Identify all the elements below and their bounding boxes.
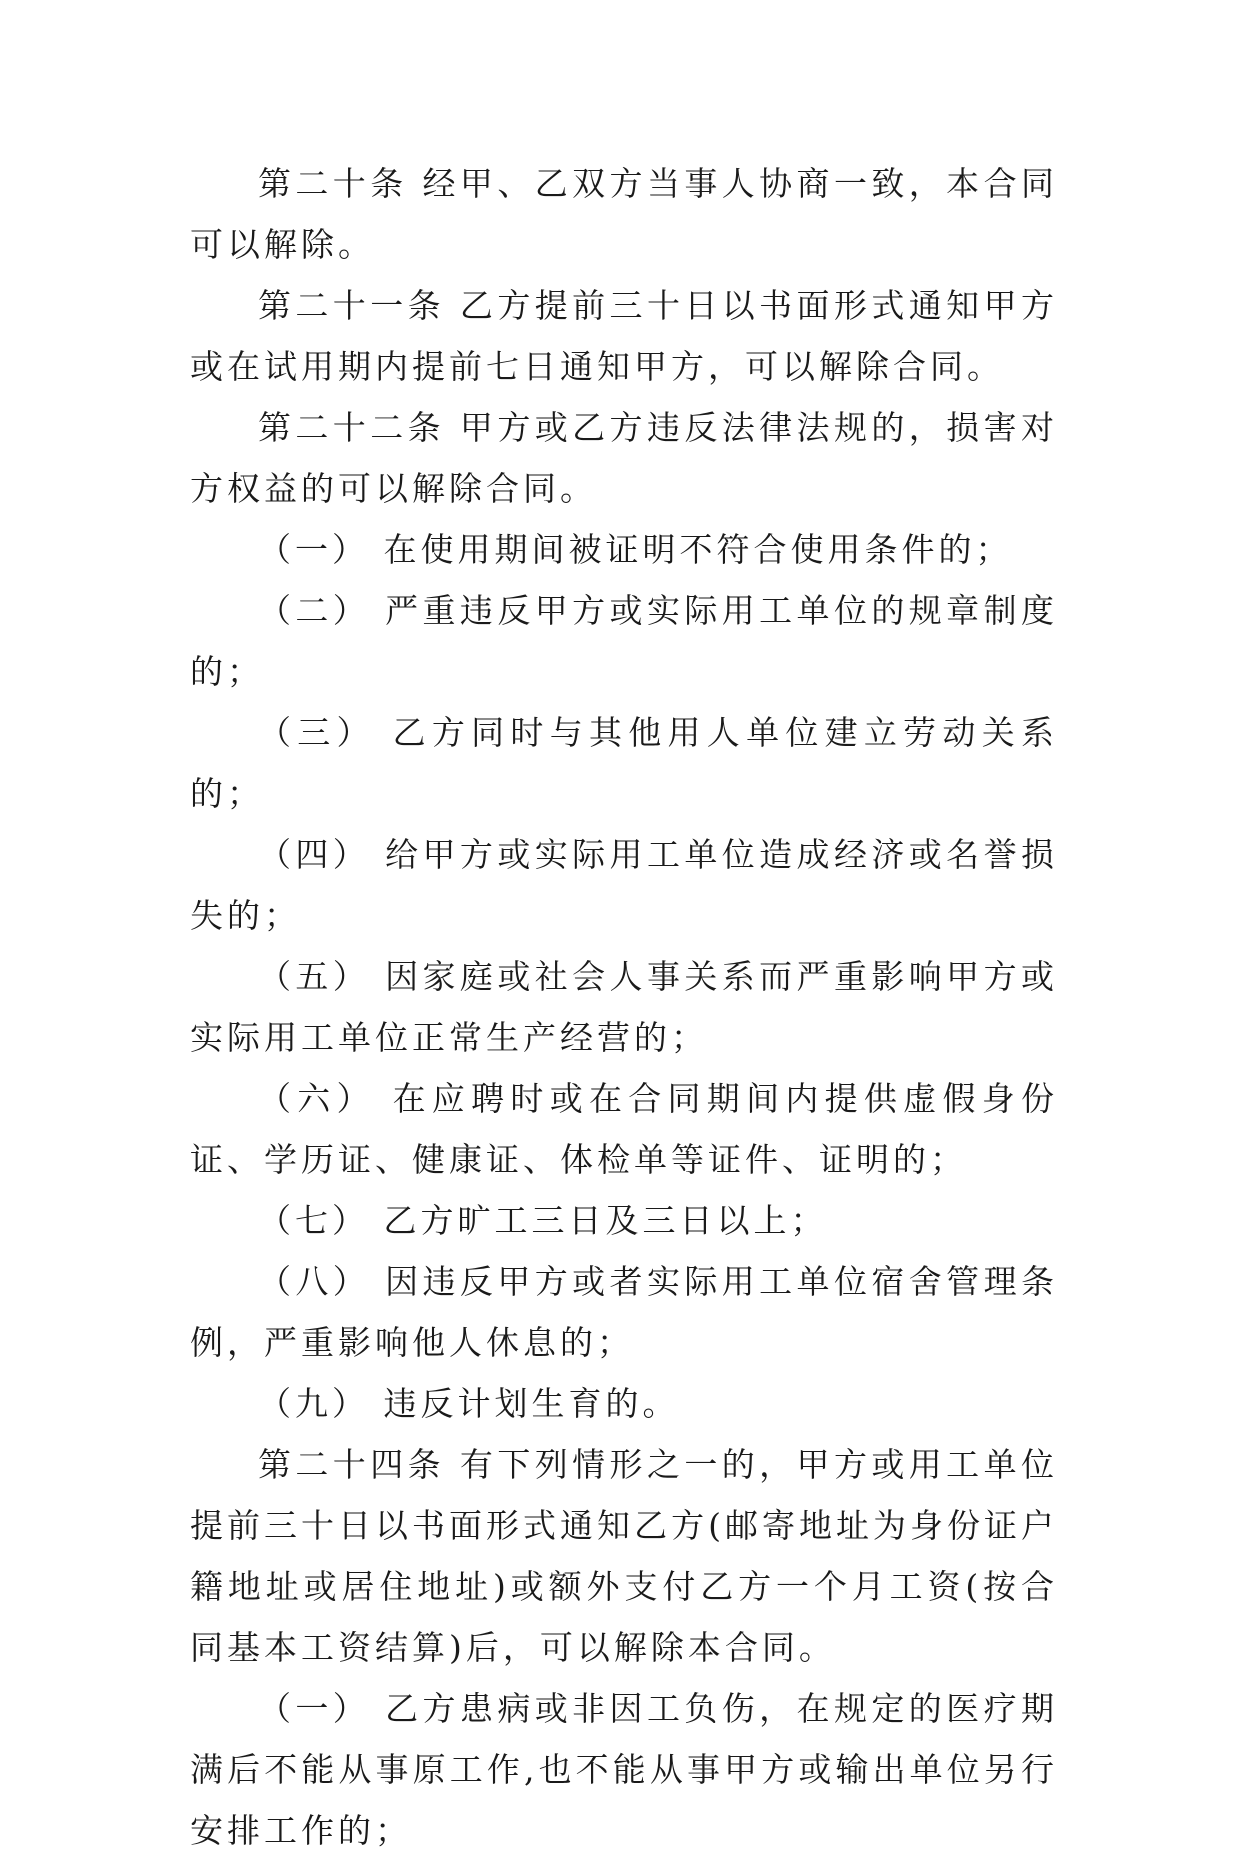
list-item-5: （五） 因家庭或社会人事关系而严重影响甲方或实际用工单位正常生产经营的；: [190, 957, 1058, 1057]
list-item-9: （九） 违反计划生育的。: [258, 1384, 680, 1423]
article-24-list-item-1: （一） 乙方患病或非因工负伤，在规定的医疗期满后不能从事原工作,也不能从事甲方或输出单位另行安排工作的；: [190, 1689, 1058, 1850]
article-22-paragraph: 第二十二条 甲方或乙方违反法律法规的，损害对方权益的可以解除合同。: [190, 408, 1058, 508]
list-item-4: （四） 给甲方或实际用工单位造成经济或名誉损失的；: [190, 835, 1058, 935]
document-body: [190, 153, 1058, 1861]
list-item-7: （七） 乙方旷工三日及三日以上；: [258, 1201, 828, 1240]
list-item-3: （三） 乙方同时与其他用人单位建立劳动关系的；: [190, 713, 1058, 813]
list-item-6: （六） 在应聘时或在合同期间内提供虚假身份证、学历证、健康证、体检单等证件、证明的；: [190, 1079, 1058, 1179]
article-21-paragraph: 第二十一条 乙方提前三十日以书面形式通知甲方或在试用期内提前七日通知甲方，可以解除合同。: [190, 286, 1058, 386]
article-20-paragraph: 第二十条 经甲、乙双方当事人协商一致，本合同可以解除。: [190, 164, 1058, 264]
article-24-paragraph: 第二十四条 有下列情形之一的，甲方或用工单位提前三十日以书面形式通知乙方(邮寄地址为身份证户籍地址或居住地址)或额外支付乙方一个月工资(按合同基本工资结算)后，可以解除本合同。: [190, 1445, 1058, 1667]
list-item-1: （一） 在使用期间被证明不符合使用条件的；: [258, 530, 1013, 569]
list-item-2: （二） 严重违反甲方或实际用工单位的规章制度的；: [190, 591, 1058, 691]
list-item-8: （八） 因违反甲方或者实际用工单位宿舍管理条例，严重影响他人休息的；: [190, 1262, 1058, 1362]
